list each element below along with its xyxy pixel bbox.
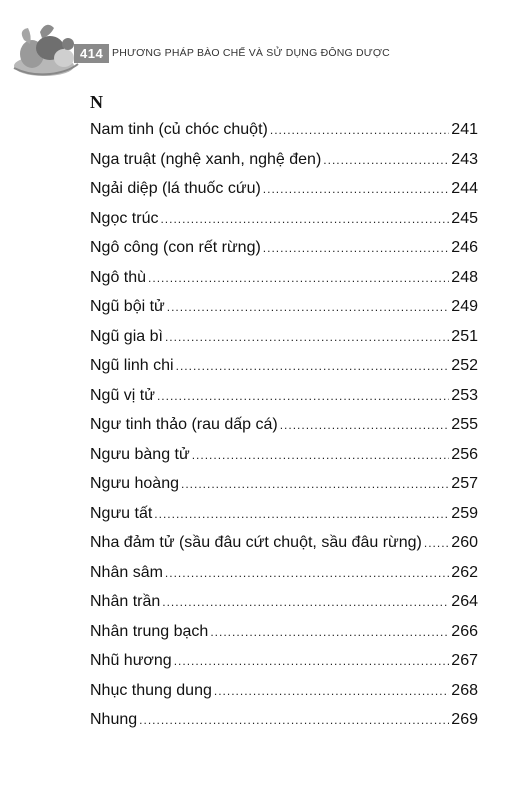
dot-leader <box>263 236 450 260</box>
entry-page-number: 266 <box>451 622 478 640</box>
entry-page-number: 269 <box>451 711 478 728</box>
entry-term: Ngư tinh thảo (rau dấp cá) <box>90 416 278 433</box>
index-entry <box>90 325 478 355</box>
dot-leader <box>214 679 449 703</box>
entry-page-number: 244 <box>451 180 478 197</box>
entry-term: Nga truật (nghệ xanh, nghệ đen) <box>90 150 322 168</box>
entry-page-number: 243 <box>451 150 478 168</box>
entry-term: Ngũ vị tử <box>90 386 155 404</box>
index-entry <box>90 708 478 738</box>
entry-page-number: 268 <box>451 681 478 699</box>
index-entry <box>90 118 478 148</box>
index-entry <box>90 295 478 325</box>
dot-leader <box>148 266 449 290</box>
running-title: PHƯƠNG PHÁP BÀO CHẾ VÀ SỬ DỤNG ĐÔNG DƯỢC <box>112 47 390 59</box>
dot-leader <box>263 177 450 201</box>
index-entry <box>90 236 478 266</box>
entry-term: Nhân trần <box>90 593 161 610</box>
dot-leader <box>210 620 449 644</box>
entry-page-number: 267 <box>451 652 478 669</box>
entry-term: Nam tinh (củ chóc chuột) <box>90 121 268 138</box>
entry-term: Nhung <box>90 711 138 728</box>
dot-leader <box>280 413 450 437</box>
index-entry <box>90 148 478 178</box>
dot-leader <box>165 561 449 585</box>
dot-leader <box>174 649 450 673</box>
entry-page-number: 252 <box>451 357 478 374</box>
dot-leader <box>424 531 449 555</box>
entry-term: Ngưu hoàng <box>90 475 179 492</box>
entry-term: Nhân sâm <box>90 563 163 581</box>
index-entry <box>90 384 478 414</box>
index-list <box>90 118 478 738</box>
entry-term: Ngưu tất <box>90 504 153 522</box>
entry-page-number: 257 <box>451 475 478 492</box>
index-entry <box>90 443 478 473</box>
index-entry <box>90 531 478 561</box>
index-entry <box>90 590 478 620</box>
index-entry <box>90 207 478 237</box>
dot-leader <box>270 118 449 142</box>
dot-leader <box>160 207 449 231</box>
dot-leader <box>323 148 449 172</box>
entry-page-number: 249 <box>451 298 478 315</box>
dot-leader <box>154 502 449 526</box>
entry-term: Ngũ bội tử <box>90 298 165 315</box>
entry-page-number: 262 <box>451 563 478 581</box>
entry-term: Nha đảm tử (sầu đâu cứt chuột, sầu đâu rừng) <box>90 534 422 551</box>
entry-term: Ngải diệp (lá thuốc cứu) <box>90 180 261 197</box>
entry-page-number: 241 <box>451 121 478 138</box>
entry-page-number: 256 <box>451 445 478 463</box>
entry-page-number: 264 <box>451 593 478 610</box>
dot-leader <box>181 472 449 496</box>
dot-leader <box>167 295 450 319</box>
entry-page-number: 255 <box>451 416 478 433</box>
entry-term: Nhũ hương <box>90 652 172 669</box>
index-entry <box>90 561 478 591</box>
index-entry <box>90 354 478 384</box>
entry-term: Ngưu bàng tử <box>90 445 190 463</box>
index-entry <box>90 413 478 443</box>
entry-page-number: 253 <box>451 386 478 404</box>
dot-leader <box>192 443 450 467</box>
index-entry <box>90 620 478 650</box>
dot-leader <box>162 590 449 614</box>
entry-term: Ngũ gia bì <box>90 327 163 345</box>
entry-term: Ngũ linh chi <box>90 357 174 374</box>
dot-leader <box>165 325 449 349</box>
entry-term: Ngọc trúc <box>90 209 159 227</box>
entry-page-number: 246 <box>451 239 478 256</box>
section-letter: N <box>90 92 103 112</box>
entry-term: Ngô thù <box>90 268 147 286</box>
entry-term: Ngô công (con rết rừng) <box>90 239 261 256</box>
herbal-vegetables-illustration <box>10 18 82 80</box>
index-entry <box>90 472 478 502</box>
entry-term: Nhục thung dung <box>90 681 212 699</box>
entry-page-number: 251 <box>451 327 478 345</box>
index-entry <box>90 266 478 296</box>
index-entry <box>90 679 478 709</box>
entry-page-number: 259 <box>451 504 478 522</box>
index-entry <box>90 502 478 532</box>
dot-leader <box>139 708 449 732</box>
entry-term: Nhân trung bạch <box>90 622 209 640</box>
dot-leader <box>176 354 450 378</box>
entry-page-number: 248 <box>451 268 478 286</box>
page-number: 414 <box>74 44 109 63</box>
dot-leader <box>157 384 449 408</box>
entry-page-number: 260 <box>451 534 478 551</box>
entry-page-number: 245 <box>451 209 478 227</box>
page-header <box>0 18 524 88</box>
index-entry <box>90 649 478 679</box>
index-entry <box>90 177 478 207</box>
